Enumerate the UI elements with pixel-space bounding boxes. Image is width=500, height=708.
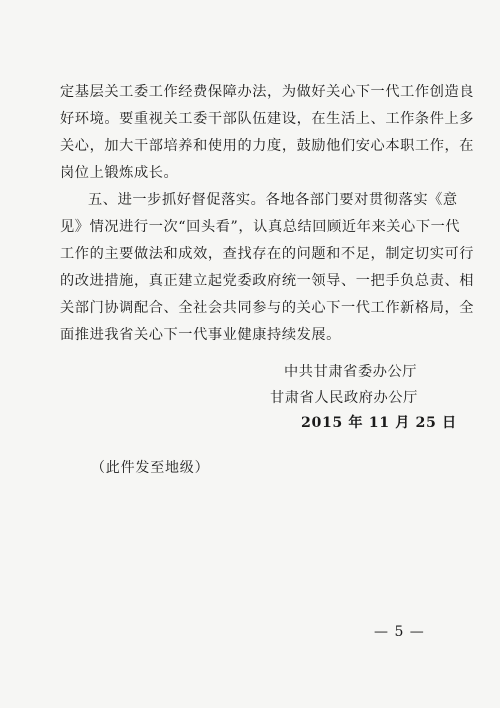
paragraph-line: 关部门协调配合、全社会共同参与的关心下一代工作新格局，全 <box>60 300 475 316</box>
paragraph-line: 见》情况进行一次“回头看”，认真总结回顾近年来关心下一代 <box>60 219 461 235</box>
paragraph-line: 的改进措施，真正建立起党委政府统一领导、一把手负总责、相 <box>60 273 475 289</box>
paragraph-line: 定基层关工委工作经费保障办法，为做好关心下一代工作创造良 <box>60 84 475 100</box>
paragraph-line: 面推进我省关心下一代事业健康持续发展。 <box>60 327 341 343</box>
paragraph-line: 关心，加大干部培养和使用的力度，鼓励他们安心本职工作，在 <box>60 138 475 154</box>
signature-date: 2015 年 11 月 25 日 <box>301 415 457 431</box>
signature-org-party: 中共甘肃省委办公厅 <box>284 364 418 380</box>
page-number: — 5 — <box>374 624 425 640</box>
paragraph-line: 工作的主要做法和成效，查找存在的问题和不足，制定切实可行 <box>60 246 475 262</box>
distribution-note: （此件发至地级） <box>91 460 210 476</box>
paragraph-line: 岗位上锻炼成长。 <box>60 165 179 181</box>
paragraph-line: 好环境。要重视关工委干部队伍建设，在生活上、工作条件上多 <box>60 111 475 127</box>
section-heading-line: 五、进一步抓好督促落实。各地各部门要对贯彻落实《意 <box>88 192 458 208</box>
signature-org-government: 甘肃省人民政府办公厅 <box>270 390 418 406</box>
